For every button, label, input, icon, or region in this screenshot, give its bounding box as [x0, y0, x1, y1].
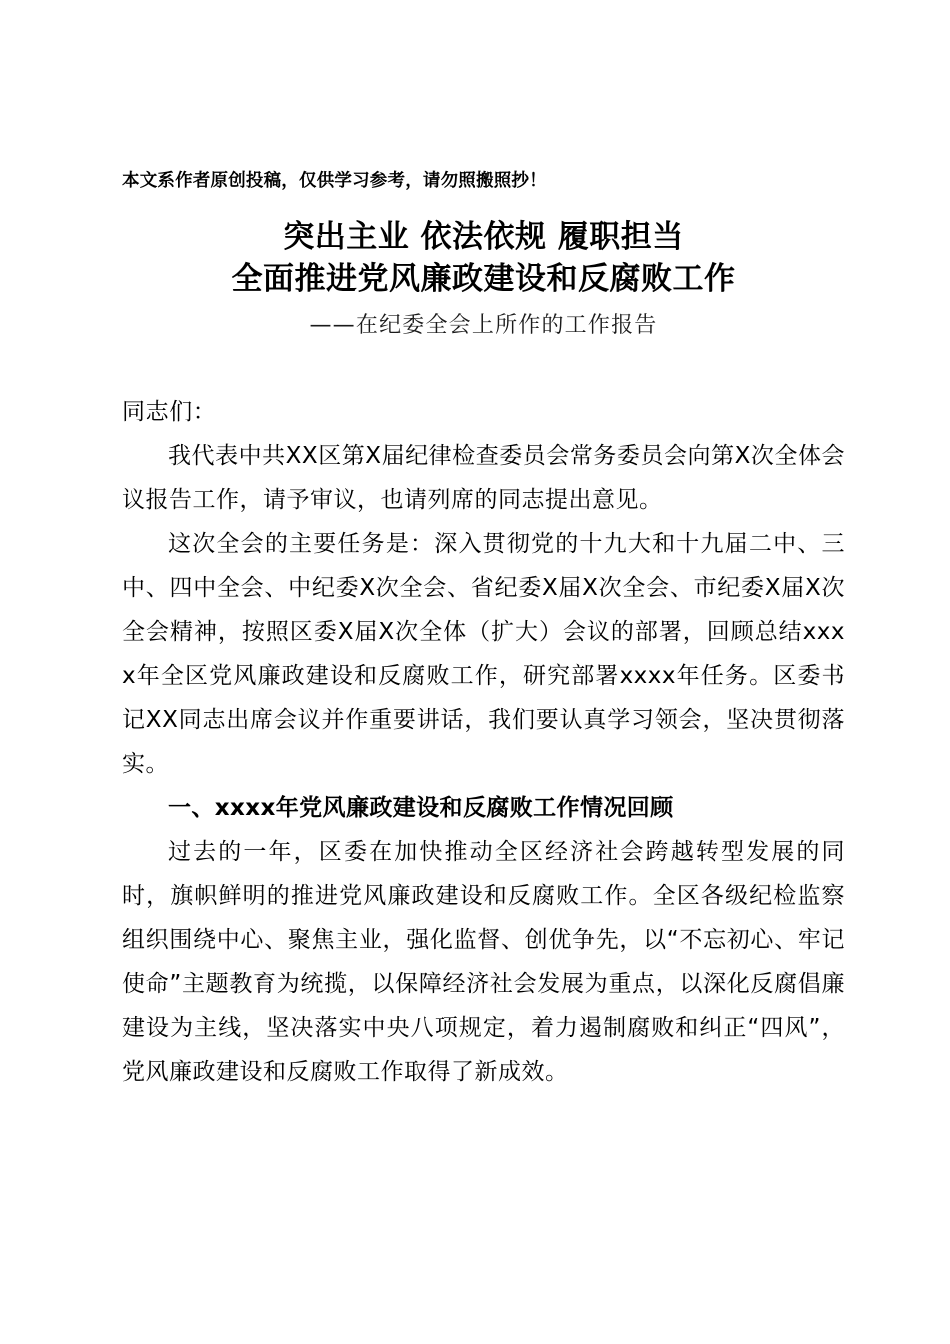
paragraph-1: 我代表中共XX区第X届纪律检查委员会常务委员会向第X次全体会议报告工作，请予审议，也请列席的同志提出意见。	[122, 443, 845, 513]
document-title-line-2: 全面推进党风廉政建设和反腐败工作	[231, 261, 736, 297]
salutation: 同志们：	[122, 399, 217, 425]
copyright-notice: 本文系作者原创投稿，仅供学习参考，请勿照搬照抄！	[122, 171, 547, 191]
paragraph-3: 过去的一年，区委在加快推动全区经济社会跨越转型发展的同时，旗帜鲜明的推进党风廉政建设和反腐败工作。全区各级纪检监察组织围绕中心、聚焦主业，强化监督、创优争先，以“不忘初心、牢记使命”主题教育为统揽，以保障经济社会发展为重点，以深化反腐倡廉建设为主线，坚决落实中央八项规定，着力遏制腐败和纠正“四风”，党风廉政建设和反腐败工作取得了新成效。	[122, 839, 845, 1085]
section-heading-1: 一、xxxx年党风廉政建设和反腐败工作情况回顾	[168, 795, 674, 821]
paragraph-2: 这次全会的主要任务是：深入贯彻党的十九大和十九届二中、三中、四中全会、中纪委X次全会、省纪委X届X次全会、市纪委X届X次全会精神，按照区委X届X次全体（扩大）会议的部署，回顾总结xxxx年全区党风廉政建设和反腐败工作，研究部署xxxx年任务。区委书记XX同志出席会议并作重要讲话，我们要认真学习领会，坚决贯彻落实。	[122, 531, 845, 777]
title-block	[122, 216, 845, 346]
document-subtitle: ——在纪委全会上所作的工作报告	[309, 313, 658, 338]
document-title-line-1: 突出主业 依法依规 履职担当	[283, 219, 684, 255]
document-body	[122, 168, 845, 1094]
